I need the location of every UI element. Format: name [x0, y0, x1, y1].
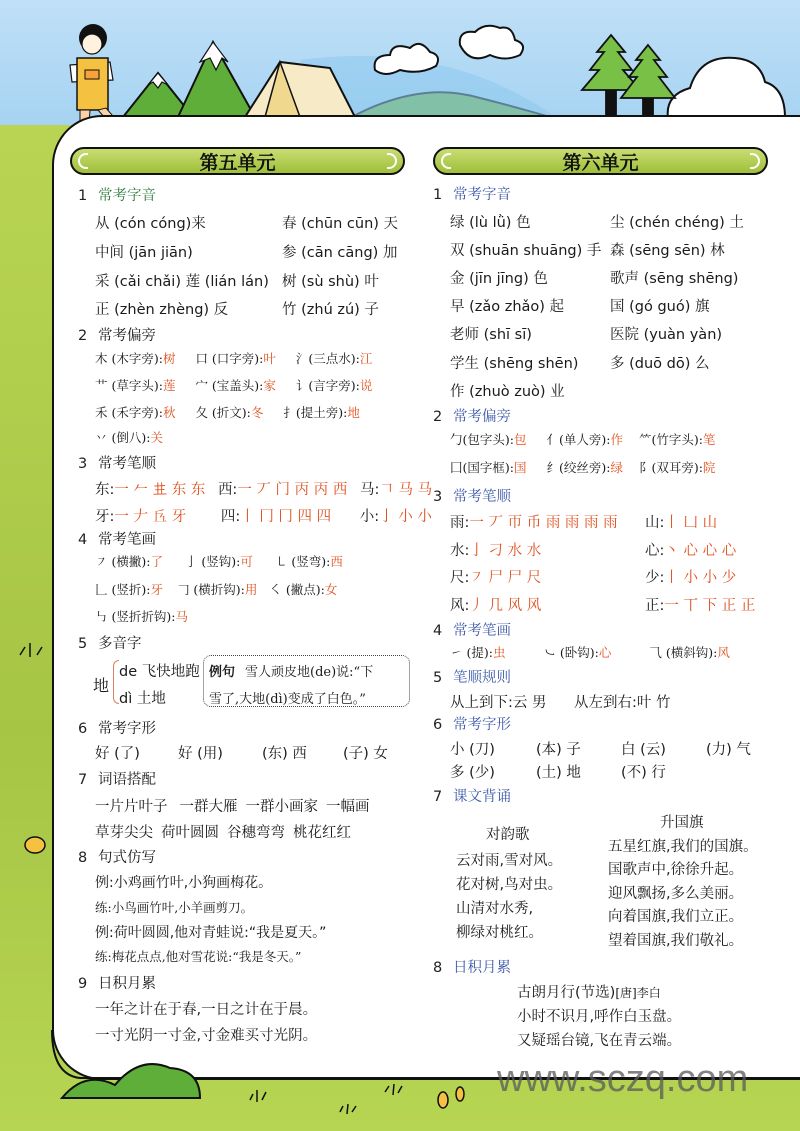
poem-title: 对韵歌 [486, 827, 530, 843]
pronunciation-item: 采 (cǎi chǎi) 莲 (lián lán) [95, 274, 269, 290]
polyphone-reading: dì 土地 [119, 691, 166, 707]
unit5-section-4-heading: 4 常考笔画 [78, 532, 156, 548]
radical-row: 禾 (禾字旁):秋 夂 (折文):冬 扌(提土旁):地 [95, 405, 360, 420]
glyph-item: (力) 气 [706, 742, 751, 758]
pronunciation-item: 参 (cān cāng) 加 [282, 245, 398, 261]
proverb: 一寸光阴一寸金,寸金难买寸光阴。 [95, 1028, 318, 1044]
sentence-example: 例:荷叶圆圆,他对青蛙说:“我是夏天。” [95, 925, 327, 941]
side-decoration [15, 635, 51, 875]
unit5-section-8-heading: 8 句式仿写 [78, 850, 156, 866]
pronunciation-item: 医院 (yuàn yàn) [610, 327, 723, 343]
unit5-section-3-heading: 3 常考笔顺 [78, 456, 156, 472]
polyphone-reading: de 飞快地跑 [119, 664, 200, 680]
stroke-rule: 从上到下:云 男 [450, 695, 547, 711]
unit6-section-1-heading: 1 常考字音 [433, 187, 511, 203]
poem-line: 国歌声中,徐徐升起。 [608, 862, 744, 878]
pronunciation-item: 双 (shuān shuāng) 手 [450, 243, 602, 259]
tree-icon [582, 35, 675, 115]
glyph-item: 多 (少) [450, 765, 495, 781]
stroke-rule: 从左到右:叶 竹 [574, 695, 671, 711]
poem-line: 迎风飘扬,多么美丽。 [608, 886, 744, 902]
pronunciation-item: 中间 (jān jiān) [95, 245, 193, 261]
pronunciation-item: 学生 (shēng shēn) [450, 356, 579, 372]
unit6-section-2-heading: 2 常考偏旁 [433, 409, 511, 425]
poem-line: 向着国旗,我们立正。 [608, 909, 744, 925]
pronunciation-item: 春 (chūn cūn) 天 [282, 216, 399, 232]
poem-line: 小时不识月,呼作白玉盘。 [517, 1009, 682, 1025]
pronunciation-item: 歌声 (sēng shēng) [610, 271, 739, 287]
unit6-section-8-heading: 8 日积月累 [433, 960, 511, 976]
radical-row: 木 (木字旁):树 口 (口字旁):叶 氵(三点水):江 [95, 351, 373, 366]
unit6-banner [433, 147, 768, 175]
proverb: 一年之计在于春,一日之计在于晨。 [95, 1002, 318, 1018]
pronunciation-item: 森 (sēng sēn) 林 [610, 243, 725, 259]
unit5-title: 第五单元 [199, 151, 276, 174]
phrase-row: 草芽尖尖 荷叶圆圆 谷穗弯弯 桃花红红 [95, 825, 351, 841]
unit6-section-5-heading: 5 笔顺规则 [433, 670, 511, 686]
poem-title: 古朗月行(节选)[唐]李白 [517, 985, 661, 1001]
poem-line: 望着国旗,我们敬礼。 [608, 933, 744, 949]
stroke-order-row: 牙:一 𠂇 𠀈 牙 四:丨 冂 冂 四 四 小:亅 小 小 [95, 509, 432, 525]
stroke-order-row: 水:亅 刁 水 水 [450, 543, 542, 559]
glyph-item: (本) 子 [536, 742, 581, 758]
unit5-section-9-heading: 9 日积月累 [78, 976, 156, 992]
poem-line: 云对雨,雪对风。 [456, 853, 563, 869]
stroke-row: 𠃊 (竖折):牙 𠃌 (横折钩):用 ㇛ (撇点):女 [95, 582, 338, 597]
glyph-item: (子) 女 [343, 746, 388, 762]
stroke-order-row: 尺:㇇ 尸 尸 尺 [450, 570, 542, 586]
pronunciation-item: 早 (zǎo zhǎo) 起 [450, 299, 565, 315]
stroke-row: ㇉ (竖折折钩):马 [95, 609, 188, 624]
unit5-section-5-heading: 5 多音字 [78, 636, 142, 652]
stroke-row: ㇀ (提):虫 ㇃ (卧钩):心 ⺄ (横斜钩):风 [450, 645, 730, 660]
stroke-row: ㇇ (横撇):了 亅 (竖钩):可 ㇄ (竖弯):西 [95, 554, 343, 569]
unit6-title: 第六单元 [562, 151, 639, 174]
sentence-practice: 练:小鸟画竹叶,小羊画剪刀。 [95, 900, 254, 915]
unit5-section-6-heading: 6 常考字形 [78, 721, 156, 737]
unit6-section-6-heading: 6 常考字形 [433, 717, 511, 733]
stroke-order-row: 山:丨 凵 山 [645, 515, 718, 531]
pronunciation-item: 竹 (zhú zú) 子 [282, 302, 379, 318]
pronunciation-item: 绿 (lù lǜ) 色 [450, 215, 531, 231]
unit6-section-7-heading: 7 课文背诵 [433, 789, 511, 805]
watermark: www.sczq.com [497, 1058, 749, 1100]
pronunciation-item: 作 (zhuò zuò) 业 [450, 384, 565, 400]
sentence-example: 例:小鸡画竹叶,小狗画梅花。 [95, 875, 273, 891]
sentence-practice: 练:梅花点点,他对雪花说:“我是冬天。” [95, 949, 302, 964]
unit5-banner [70, 147, 405, 175]
poem-line: 山清对水秀, [456, 901, 534, 917]
stroke-order-row: 正:一 丅 下 正 正 [645, 598, 756, 614]
glyph-item: 好 (用) [178, 746, 223, 762]
glyph-item: 好 (了) [95, 746, 140, 762]
stroke-order-row: 心:丶 心 心 心 [645, 543, 737, 559]
glyph-item: 小 (刀) [450, 742, 495, 758]
unit5-section-1-heading: 1 常考字音 [78, 188, 156, 204]
pronunciation-item: 正 (zhèn zhèng) 反 [95, 302, 229, 318]
radical-row: 勹(包字头):包 亻(单人旁):作 ⺮(竹字头):笔 [450, 432, 716, 447]
unit6-section-4-heading: 4 常考笔画 [433, 623, 511, 639]
poem-line: 又疑瑶台镜,飞在青云端。 [517, 1033, 682, 1049]
glyph-item: 白 (云) [621, 742, 666, 758]
pronunciation-item: 老师 (shī sī) [450, 327, 532, 343]
poem-line: 柳绿对桃红。 [456, 925, 543, 941]
stroke-order-row: 少:丨 小 小 少 [645, 570, 737, 586]
stroke-order-row: 雨:一 丆 帀 币 雨 雨 雨 雨 [450, 515, 618, 531]
polyphone-char: 地 [93, 676, 110, 695]
example-line: 雪了,大地(dì)变成了白色。” [209, 692, 366, 707]
example-line: 例句 雪人顽皮地(de)说:“下 [209, 665, 374, 680]
pronunciation-item: 尘 (chén chéng) 土 [610, 215, 744, 231]
radical-row: 丷 (倒八):关 [95, 430, 163, 445]
pronunciation-item: 多 (duō dō) 么 [610, 356, 710, 372]
poem-line: 五星红旗,我们的国旗。 [608, 839, 758, 855]
mountain-icon [123, 42, 255, 117]
poem-title: 升国旗 [660, 815, 704, 831]
pronunciation-item: 树 (sù shù) 叶 [282, 274, 379, 290]
stroke-order-row: 东:一 𠂉 𠀎 东 东 西:一 丆 门 丙 丙 西 马:𠃍 马 马 [95, 482, 433, 498]
seed-icon [438, 1087, 464, 1108]
radical-row: 艹 (草字头):莲 宀 (宝盖头):家 讠(言字旁):说 [95, 378, 373, 393]
unit5-section-2-heading: 2 常考偏旁 [78, 328, 156, 344]
phrase-row: 一片片叶子 一群大雁 一群小画家 一幅画 [95, 799, 370, 815]
glyph-item: (东) 西 [262, 746, 307, 762]
radical-row: 囗(国字框):国 纟(绞丝旁):绿 阝(双耳旁):院 [450, 460, 716, 475]
glyph-item: (土) 地 [536, 765, 581, 781]
glyph-item: (不) 行 [621, 765, 666, 781]
pronunciation-item: 从 (cón cóng)来 [95, 216, 206, 232]
pronunciation-item: 金 (jīn jīng) 色 [450, 271, 548, 287]
poem-line: 花对树,鸟对虫。 [456, 877, 563, 893]
unit5-section-7-heading: 7 词语搭配 [78, 772, 156, 788]
pronunciation-item: 国 (gó guó) 旗 [610, 299, 710, 315]
unit6-section-3-heading: 3 常考笔顺 [433, 489, 511, 505]
stroke-order-row: 风:丿 几 风 风 [450, 598, 542, 614]
